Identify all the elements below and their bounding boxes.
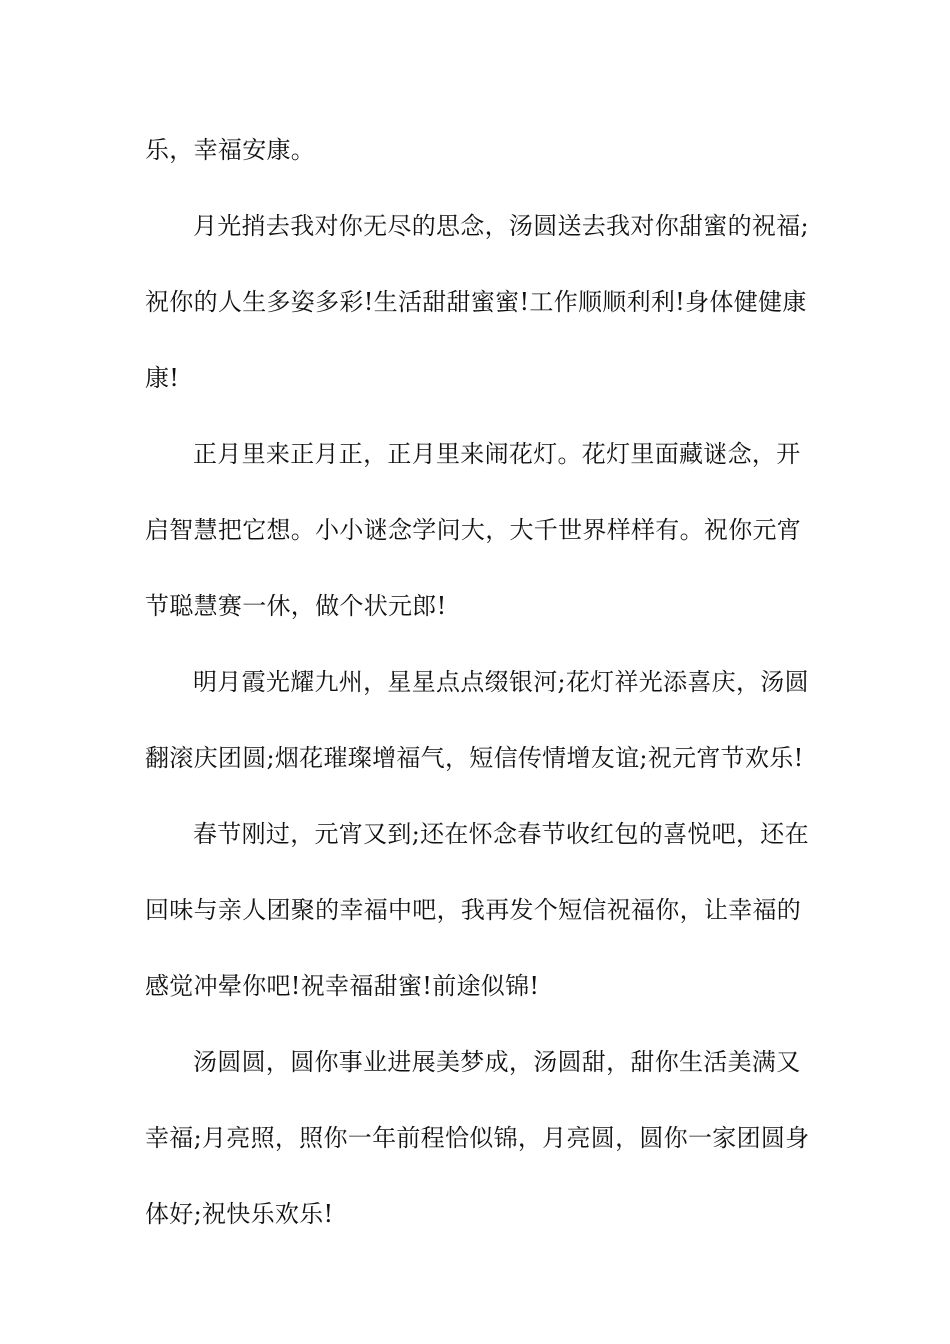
text-line: 明月霞光耀九州，星星点点缀银河;花灯祥光添喜庆，汤圆 xyxy=(193,668,809,696)
text-line: 正月里来正月正，正月里来闹花灯。花灯里面藏谜念，开 xyxy=(193,440,801,468)
text-line: 汤圆圆，圆你事业进展美梦成，汤圆甜，甜你生活美满又 xyxy=(193,1048,801,1076)
document-body xyxy=(145,128,810,1268)
text-line: 月光捎去我对你无尽的思念，汤圆送去我对你甜蜜的祝福; xyxy=(193,212,809,240)
text-line: 感觉冲晕你吧!祝幸福甜蜜!前途似锦! xyxy=(145,972,540,1000)
text-line: 康! xyxy=(145,364,180,392)
text-line: 春节刚过，元宵又到;还在怀念春节收红包的喜悦吧，还在 xyxy=(193,820,809,848)
text-line: 翻滚庆团圆;烟花璀璨增福气，短信传情增友谊;祝元宵节欢乐! xyxy=(145,744,804,772)
text-line: 祝你的人生多姿多彩!生活甜甜蜜蜜!工作顺顺利利!身体健健康 xyxy=(145,288,807,316)
text-line: 幸福;月亮照，照你一年前程恰似锦，月亮圆，圆你一家团圆身 xyxy=(145,1124,810,1152)
text-line: 乐，幸福安康。 xyxy=(145,136,316,164)
text-line: 回味与亲人团聚的幸福中吧，我再发个短信祝福你，让幸福的 xyxy=(145,896,802,924)
text-line: 体好;祝快乐欢乐! xyxy=(145,1200,334,1228)
text-line: 启智慧把它想。小小谜念学问大，大千世界样样有。祝你元宵 xyxy=(145,516,802,544)
text-line: 节聪慧赛一休，做个状元郎! xyxy=(145,592,447,620)
